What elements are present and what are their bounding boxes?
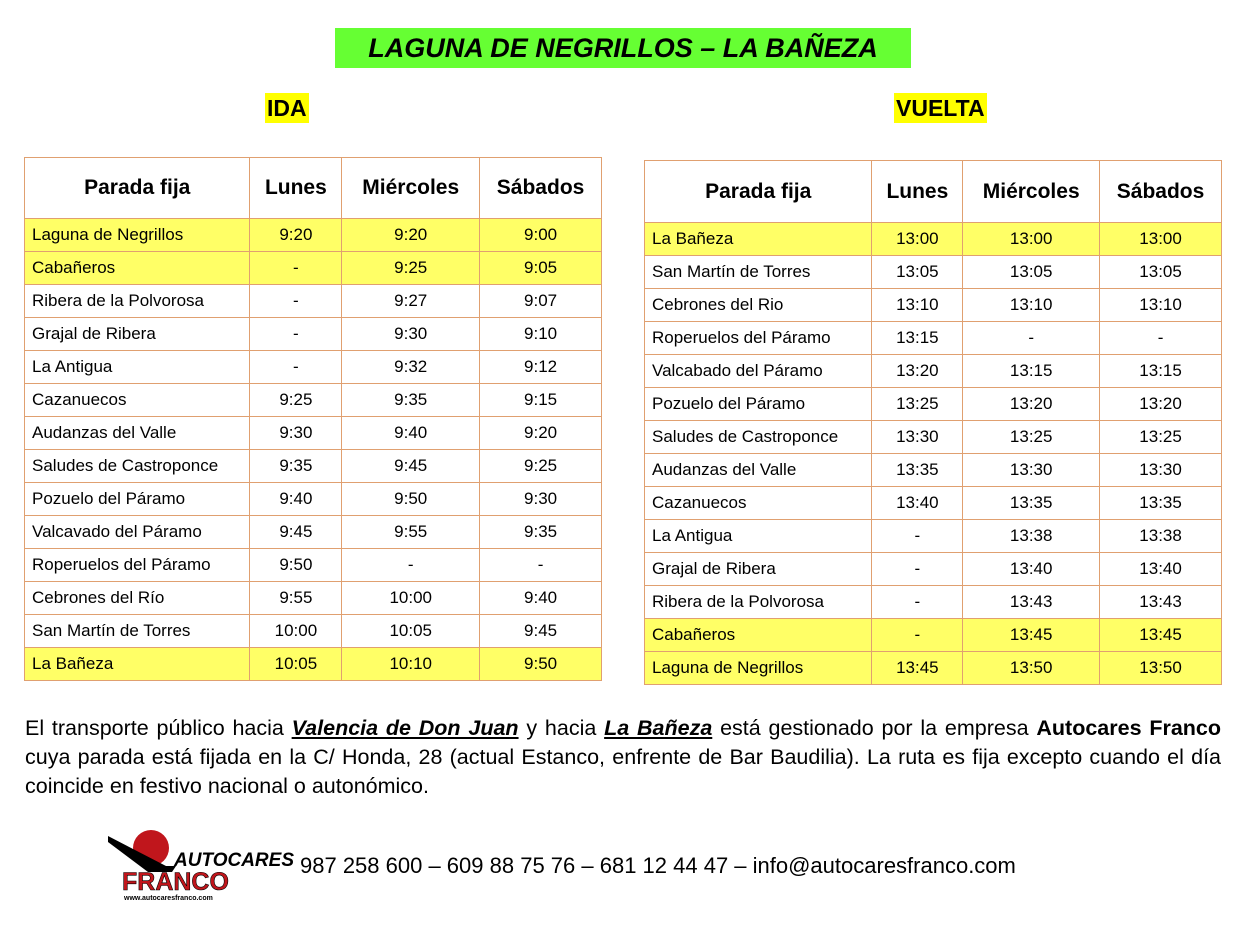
table-row [645,388,1222,421]
lunes-cell: 9:55 [250,582,342,615]
table-row [25,483,602,516]
miercoles-cell: 13:45 [963,619,1100,652]
lunes-cell: 9:25 [250,384,342,417]
company-name: Autocares Franco [1036,716,1222,740]
table-row [645,652,1222,685]
table-row [645,289,1222,322]
miercoles-cell: 13:00 [963,223,1100,256]
table-row [25,582,602,615]
contact-info: 987 258 600 – 609 88 75 76 – 681 12 44 47 – info@autocaresfranco.com [300,853,1016,878]
sabados-cell: 9:30 [480,483,602,516]
lunes-cell: - [872,619,963,652]
ida-label: IDA [267,95,307,121]
table-row [25,549,602,582]
stop-cell: Valcavado del Páramo [25,516,250,549]
table-row [645,619,1222,652]
miercoles-cell: 13:43 [963,586,1100,619]
stop-cell: Valcabado del Páramo [645,355,872,388]
lunes-cell: - [872,553,963,586]
table-row [645,487,1222,520]
lunes-cell: 13:05 [872,256,963,289]
sabados-cell: 13:30 [1100,454,1222,487]
sabados-cell: 9:20 [480,417,602,450]
table-row [25,285,602,318]
table-header-row [25,158,602,219]
stop-cell: La Antigua [645,520,872,553]
miercoles-cell: 9:20 [342,219,480,252]
sabados-cell: 13:10 [1100,289,1222,322]
table-row [645,223,1222,256]
info-text-1: El transporte público hacia [25,716,292,740]
autocares-franco-logo [108,828,294,904]
table-row [645,355,1222,388]
header-stop: Parada fija [645,161,872,223]
miercoles-cell: 13:25 [963,421,1100,454]
sabados-cell: 9:45 [480,615,602,648]
logo-line1: AUTOCARES [174,850,294,871]
header-stop: Parada fija [25,158,250,219]
sabados-cell: 13:15 [1100,355,1222,388]
vuelta-schedule-table [644,160,1222,685]
sabados-cell: 9:00 [480,219,602,252]
sabados-cell: 9:40 [480,582,602,615]
stop-cell: Audanzas del Valle [645,454,872,487]
info-text-3: está gestionado por la empresa [712,716,1037,740]
stop-cell: La Bañeza [25,648,250,681]
table-row [645,322,1222,355]
table-row [25,252,602,285]
stop-cell: San Martín de Torres [645,256,872,289]
table-row [25,450,602,483]
stop-cell: Cazanuecos [645,487,872,520]
header-sabados: Sábados [1100,161,1222,223]
header-sabados: Sábados [480,158,602,219]
table-row [645,454,1222,487]
miercoles-cell: 13:50 [963,652,1100,685]
lunes-cell: 13:25 [872,388,963,421]
sabados-cell: 13:38 [1100,520,1222,553]
vuelta-label: VUELTA [896,95,985,121]
sabados-cell: 9:05 [480,252,602,285]
sabados-cell: 13:00 [1100,223,1222,256]
header-lunes: Lunes [872,161,963,223]
stop-cell: Pozuelo del Páramo [645,388,872,421]
lunes-cell: 9:40 [250,483,342,516]
valencia-link[interactable]: Valencia de Don Juan [291,716,519,740]
lunes-cell: 13:10 [872,289,963,322]
table-row [25,351,602,384]
miercoles-cell: - [963,322,1100,355]
sabados-cell: 9:35 [480,516,602,549]
stop-cell: Roperuelos del Páramo [645,322,872,355]
stop-cell: San Martín de Torres [25,615,250,648]
stop-cell: La Bañeza [645,223,872,256]
miercoles-cell: 13:20 [963,388,1100,421]
logo-url: www.autocaresfranco.com [124,895,213,902]
miercoles-cell: 9:30 [342,318,480,351]
miercoles-cell: 9:25 [342,252,480,285]
page-title: LAGUNA DE NEGRILLOS – LA BAÑEZA [335,28,911,68]
sabados-cell: 9:15 [480,384,602,417]
table-row [25,384,602,417]
info-text-2: y hacia [518,716,605,740]
miercoles-cell: 13:30 [963,454,1100,487]
table-row [25,318,602,351]
stop-cell: Grajal de Ribera [25,318,250,351]
miercoles-cell: 13:15 [963,355,1100,388]
miercoles-cell: 13:40 [963,553,1100,586]
miercoles-cell: 10:10 [342,648,480,681]
sabados-cell: - [1100,322,1222,355]
miercoles-cell: 9:40 [342,417,480,450]
sabados-cell: 9:50 [480,648,602,681]
stop-cell: Cazanuecos [25,384,250,417]
logo-line2: FRANCO [122,868,229,896]
table-row [25,516,602,549]
lunes-cell: - [250,318,342,351]
lunes-cell: 9:20 [250,219,342,252]
sabados-cell: 13:50 [1100,652,1222,685]
sabados-cell: 13:45 [1100,619,1222,652]
sabados-cell: - [480,549,602,582]
table-row [25,417,602,450]
table-row [25,219,602,252]
table-row [645,520,1222,553]
lunes-cell: 13:20 [872,355,963,388]
stop-cell: Roperuelos del Páramo [25,549,250,582]
lunes-cell: - [250,285,342,318]
header-miercoles: Miércoles [342,158,480,219]
miercoles-cell: 9:55 [342,516,480,549]
miercoles-cell: 9:32 [342,351,480,384]
lunes-cell: 10:05 [250,648,342,681]
stop-cell: Pozuelo del Páramo [25,483,250,516]
table-row [645,256,1222,289]
table-row [25,615,602,648]
baneza-link[interactable]: La Bañeza [604,716,713,740]
stop-cell: Cabañeros [645,619,872,652]
sabados-cell: 13:40 [1100,553,1222,586]
miercoles-cell: 13:38 [963,520,1100,553]
lunes-cell: 9:45 [250,516,342,549]
table-row [645,586,1222,619]
sabados-cell: 13:25 [1100,421,1222,454]
table-header-row [645,161,1222,223]
stop-cell: Ribera de la Polvorosa [25,285,250,318]
lunes-cell: - [872,520,963,553]
stop-cell: Saludes de Castroponce [25,450,250,483]
sabados-cell: 13:05 [1100,256,1222,289]
stop-cell: Cabañeros [25,252,250,285]
lunes-cell: 13:30 [872,421,963,454]
lunes-cell: 9:50 [250,549,342,582]
stop-cell: Laguna de Negrillos [645,652,872,685]
miercoles-cell: 9:45 [342,450,480,483]
stop-cell: Audanzas del Valle [25,417,250,450]
lunes-cell: 9:35 [250,450,342,483]
miercoles-cell: 10:05 [342,615,480,648]
sabados-cell: 9:10 [480,318,602,351]
sabados-cell: 9:07 [480,285,602,318]
miercoles-cell: 9:50 [342,483,480,516]
stop-cell: Grajal de Ribera [645,553,872,586]
lunes-cell: 9:30 [250,417,342,450]
lunes-cell: 13:45 [872,652,963,685]
lunes-cell: - [250,252,342,285]
lunes-cell: 13:40 [872,487,963,520]
sabados-cell: 13:43 [1100,586,1222,619]
sabados-cell: 9:25 [480,450,602,483]
ida-schedule-table [24,157,602,681]
miercoles-cell: 13:10 [963,289,1100,322]
sabados-cell: 13:35 [1100,487,1222,520]
table-row [645,553,1222,586]
miercoles-cell: - [342,549,480,582]
lunes-cell: - [872,586,963,619]
sabados-cell: 13:20 [1100,388,1222,421]
stop-cell: Laguna de Negrillos [25,219,250,252]
miercoles-cell: 9:27 [342,285,480,318]
miercoles-cell: 10:00 [342,582,480,615]
info-paragraph [25,714,1221,801]
stop-cell: Saludes de Castroponce [645,421,872,454]
stop-cell: Cebrones del Rio [645,289,872,322]
lunes-cell: 10:00 [250,615,342,648]
stop-cell: Ribera de la Polvorosa [645,586,872,619]
stop-cell: La Antigua [25,351,250,384]
lunes-cell: 13:00 [872,223,963,256]
table-row [645,421,1222,454]
header-miercoles: Miércoles [963,161,1100,223]
table-row [25,648,602,681]
miercoles-cell: 13:35 [963,487,1100,520]
miercoles-cell: 9:35 [342,384,480,417]
lunes-cell: 13:15 [872,322,963,355]
stop-cell: Cebrones del Río [25,582,250,615]
sabados-cell: 9:12 [480,351,602,384]
header-lunes: Lunes [250,158,342,219]
info-text-4: cuya parada está fijada en la C/ Honda, 28 (actual Estanco, enfrente de Bar Baudilia). La ruta es fija excepto cuando el día coincide en festivo nacional o autonómico. [25,745,1221,798]
miercoles-cell: 13:05 [963,256,1100,289]
lunes-cell: 13:35 [872,454,963,487]
lunes-cell: - [250,351,342,384]
